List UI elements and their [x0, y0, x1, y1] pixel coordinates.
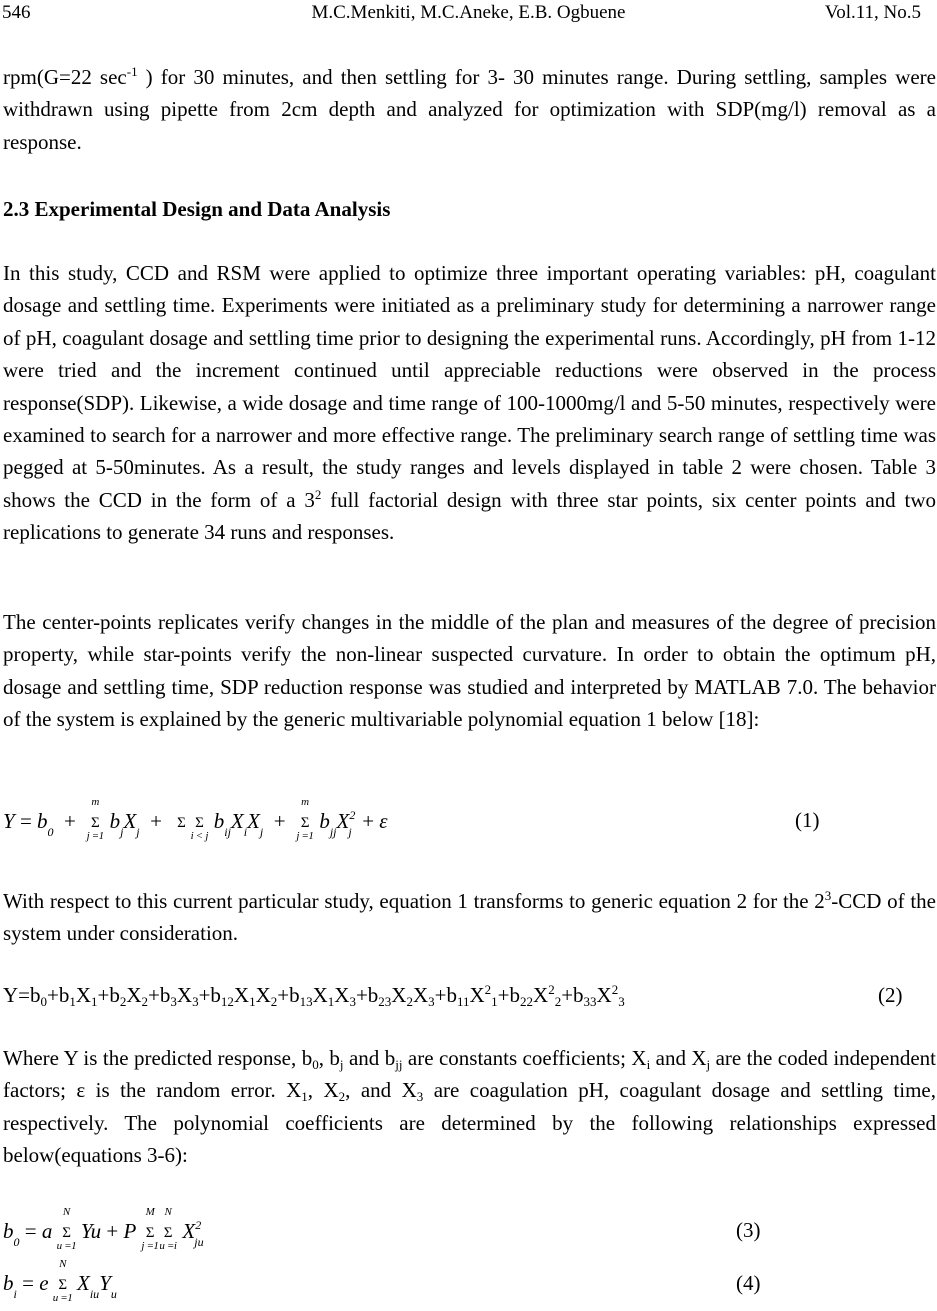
paragraph-transform: With respect to this current particular study, equation 1 transforms to generic equation 2 for the $2^3$-CCD of the system under consideration.: [3, 888, 936, 946]
equation-4: $b_i = e$ N Σ u =1 $X_{iu}Y_u$ (4): [3, 1257, 761, 1304]
equation-3-number: (3): [736, 1218, 761, 1242]
equation-2-number: (2): [878, 983, 903, 1007]
page-number: 546: [2, 2, 31, 23]
equation-1: $Y = b_0$ + m Σ j =1 $b_jX_j + \Sigma$ Σ i < j $b_{ij}X_iX_j$ + m Σ j =1 $b_{jj}X^2_j + \varepsilon$ (1): [3, 795, 820, 842]
paragraph-design: In this study, CCD and RSM were applied to optimize three important operating variables: pH, coagulant dosage and settling time. Experiments were initiated as a preliminary study for determining a narrower range of pH, coagulant dosage and settling time prior to designing the experimental runs. Accordingly, pH from 1-12 were tried and the increment continued until appreciable reductions were observed in the process response(SDP). Likewise, a wide dosage and time range of 100-1000mg/l and 5-50 minutes, respectively were examined to search for a narrower and more effective range. The preliminary search range of settling time was pegged at 5-50minutes. As a result, the study ranges and levels displayed in table 2 were chosen. Table 3 shows the CCD in the form of a $3^2$ full factorial design with three star points, six center points and two replications to generate 34 runs and responses.: [3, 261, 936, 545]
paragraph-definitions: Where Y is the predicted response, $b_0$, $b_j$ and $b_{jj}$ are constants coefficients; $X_i$ and $X_j$ are the coded independent factors; ε is the random error. $X_1$, $X_2$, and $X_3$ are coagulation pH, coagulant dosage and settling time, respectively. The polynomial coefficients are determined by the following relationships expressed below(equations 3-6):: [3, 1046, 936, 1168]
equation-1-number: (1): [795, 808, 820, 832]
running-header: [0, 2, 937, 28]
paragraph-intro: rpm(G=22 $\sec^{-1}$ ) for 30 minutes, and then settling for 3- 30 minutes range. During settling, samples were withdrawn using pipette from 2cm depth and analyzed for optimization with SDP(mg/l) removal as a response.: [3, 64, 936, 154]
equation-3: $b_0 = a$ N Σ u =1 Yu + P M Σ j =1 N Σ u =i $X^2_{ju}$ (3): [3, 1205, 761, 1252]
header-authors: M.C.Menkiti, M.C.Aneke, E.B. Ogbuene: [311, 2, 626, 23]
equation-4-number: (4): [736, 1271, 761, 1295]
paragraph-center-points: The center-points replicates verify changes in the middle of the plan and measures of the degree of precision property, while star-points verify the non-linear suspected curvature. In order to obtain the optimum pH, dosage and settling time, SDP reduction response was studied and interpreted by MATLAB 7.0. The behavior of the system is explained by the generic multivariable polynomial equation 1 below [18]:: [3, 610, 936, 732]
equation-2: $Y=b_0+b_1X_1+b_2X_2+b_3X_3+b_{12}X_1X_2+b_{13}X_1X_3+b_{23}X_2X_3+b_{11}X^2_1+b_{22}X^2_2+b_{33}X^2_3$: [3, 982, 625, 1009]
header-volume: Vol.11, No.5: [824, 2, 921, 23]
section-heading: 2.3 Experimental Design and Data Analysis: [3, 197, 391, 221]
